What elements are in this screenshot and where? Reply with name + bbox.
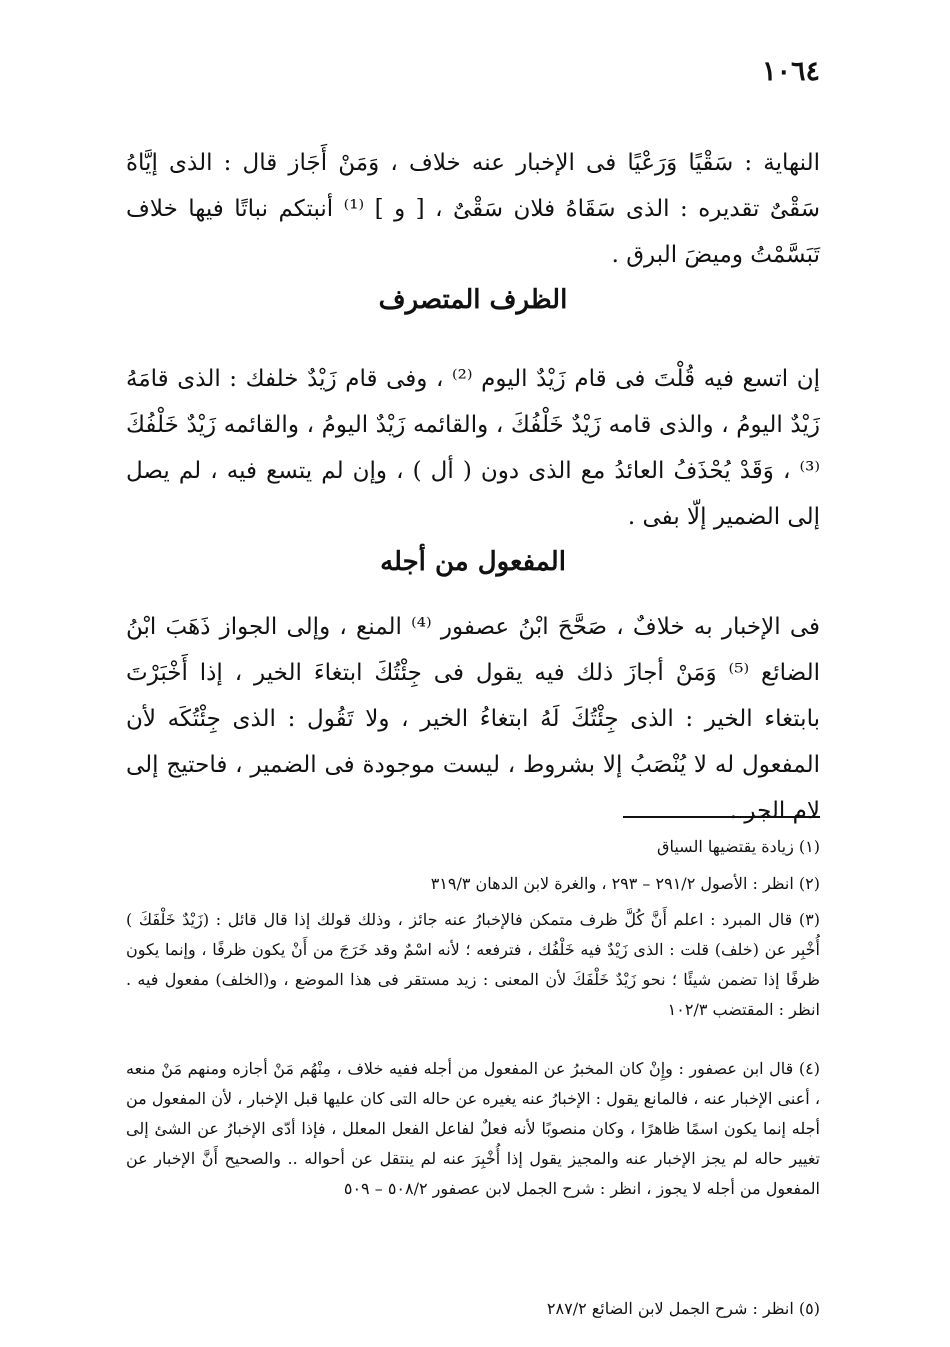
footnote-4: (٤) قال ابن عصفور : وإِنْ كان المخبرُ عن المفعول من أجله ففيه خلاف ، مِنْهُم مَنْ أجازه ومنهم مَنْ منعه ، أعنى الإخبار عنه ، فالمانع يقول : الإخبارُ عنه يغيره عن حاله التى كان عليها قبل الإخبار ، لأن المفعول من أجله إنما يكون اسمًا ظاهرًا ، وكان منصوبًا لأنه فعلٌ لفاعل الفعل المعلل ، فإذا أدّى الإخبارُ عن الشئ إلى تغيير حاله لم يجز الإخبار عنه والمجيز يقول إذا أُخْبِرَ عنه لم ينتقل عن أحواله .. والصحيح أَنَّ الإخبار عن المفعول من أجله لا يجوز ، انظر : شرح الجمل لابن عصفور ٥٠٨/٢ – ٥٠٩ <box>126 1059 820 1198</box>
heading-adverb-section: الظرف المتصرف <box>378 285 568 315</box>
paragraph-adverb: إن اتسع فيه قُلْتَ فى قام زَيْدٌ اليوم ⁽²⁾ ، وفى قام زَيْدٌ خلفك : الذى قامَهُ زَيْدٌ اليومُ ، والذى قامه زَيْدٌ خَلْفُكَ ، والقائمه زَيْدٌ اليومُ ، والقائمه زَيْدٌ خَلْفُكَ ⁽³⁾ ، وَقَدْ يُحْذَفُ العائدُ مع الذى دون ( أل ) ، وإن لم يتسع فيه ، لم يصل إلى الضمير إلّا بفى . <box>126 366 820 530</box>
footnote-3: (٣) قال المبرد : اعلم أَنَّ كُلَّ ظرف متمكن فالإخبارُ عنه جائز ، وذلك قولك إذا قال قائل : (زَيْدٌ خَلْفَكَ ) أُخْبِر عن (خلف) قلت : الذى زَيْدٌ فيه خَلْفُك ، فترفعه ؛ لأنه اسْمٌ وقد خَرَجَ من أَنْ يكون ظرفًا ، وإنما يكون ظرفًا إذا تضمن شيئًا ؛ نحو زَيْدٌ خَلْفَكَ لأن المعنى : زيد مستقر فى هذا الموضع ، و(الخلف) مفعول فيه . انظر : المقتضب ١٠٢/٣ <box>126 910 821 1019</box>
paragraph-object-of-purpose: فى الإخبار به خلافٌ ، صَحَّحَ ابْنُ عصفور ⁽⁴⁾ المنع ، وإلى الجواز ذَهَبَ ابْنُ الضائع ⁽⁵⁾ وَمَنْ أجازَ ذلك فيه يقول فى جِئْتُكَ ابتغاءَ الخير ، إذا أَخْبَرْتَ بابتغاء الخير : الذى جِئْتُكَ لَهُ ابتغاءُ الخير ، ولا تَقُول : الذى جِئْتُكَه لأن المفعول له لا يُنْصَبُ إلا بشروط ، ليست موجودة فى الضمير ، فاحتيج إلى لام الجر . <box>126 614 820 824</box>
footnote-divider <box>623 816 820 818</box>
footnote-5: (٥) انظر : شرح الجمل لابن الضائع ٢٨٧/٢ <box>546 1299 820 1318</box>
heading-object-of-purpose: المفعول من أجله <box>380 547 566 577</box>
page-number: ١٠٦٤ <box>761 56 820 87</box>
footnote-2: (٢) انظر : الأصول ٢٩١/٢ – ٢٩٣ ، والغرة لابن الدهان ٣١٩/٣ <box>430 874 820 893</box>
paragraph-opening: النهاية : سَقْيًا وَرَعْيًا فى الإخبار عنه خلاف ، وَمَنْ أَجَاز قال : الذى إيَّاهُ سَقْىٌ تقديره : الذى سَقَاهُ فلان سَقْىٌ ، [ و ] ⁽¹⁾ أنبتكم نباتًا فيها خلاف تَبَسَّمْتُ وميضَ البرق . <box>126 150 820 268</box>
footnote-1: (١) زيادة يقتضيها السياق <box>657 837 820 856</box>
